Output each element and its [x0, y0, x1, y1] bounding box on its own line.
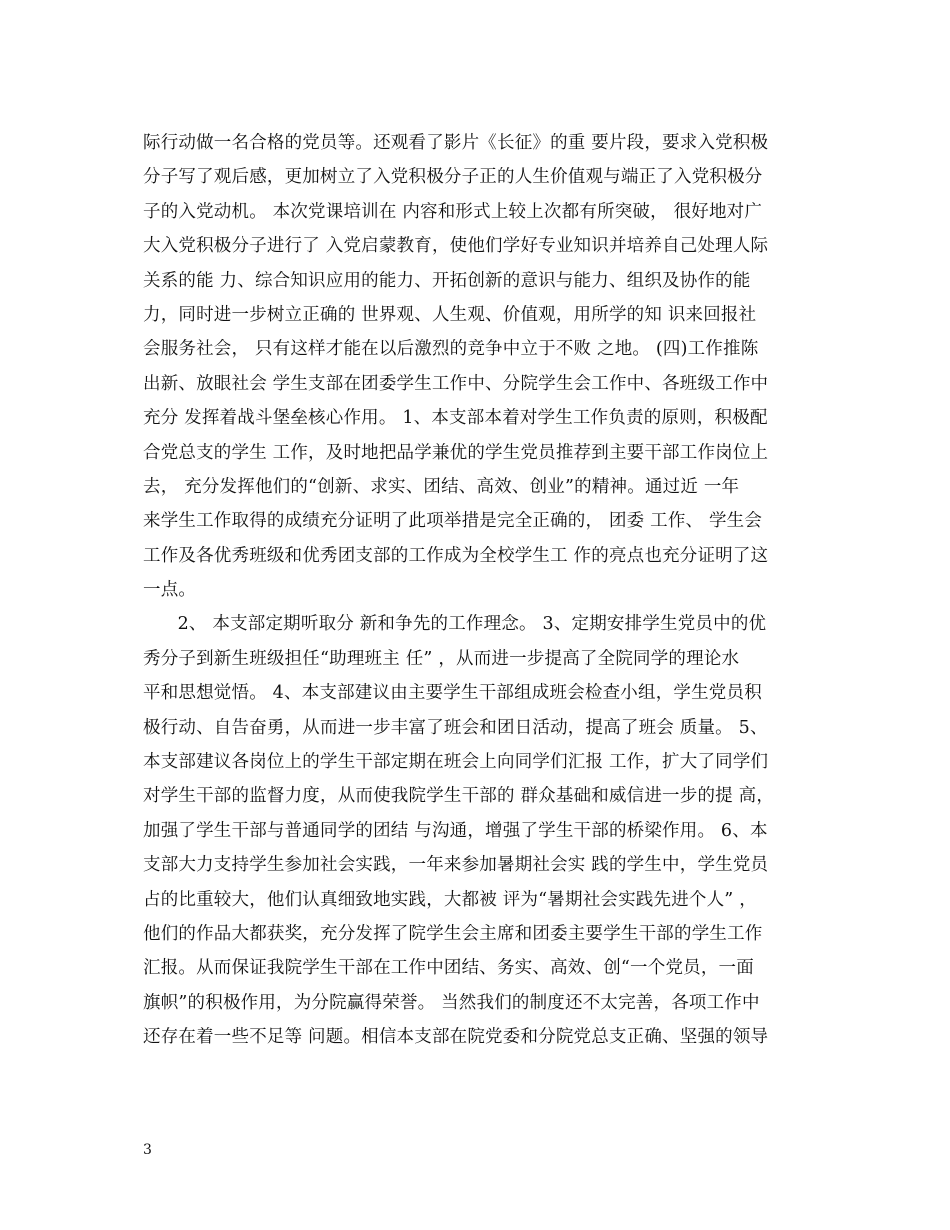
text-line: 子的入党动机。 本次党课培训在 内容和形式上较上次都有所突破， 很好地对广 [143, 201, 763, 222]
text-line: 力，同时进一步树立正确的 世界观、人生观、价值观，用所学的知 识来回报社 [143, 304, 757, 325]
text-line: 对学生干部的监督力度，从而使我院学生干部的 群众基础和威信进一步的提 高， [143, 786, 775, 807]
page-number: 3 [143, 1142, 152, 1158]
text-line: 他们的作品大都获奖，充分发挥了院学生会主席和团委主要学生干部的学生工作 [143, 923, 763, 944]
text-line: 极行动、自告奋勇，从而进一步丰富了班会和团日活动，提高了班会 质量。 5、 [143, 717, 768, 738]
text-line: 汇报。从而保证我院学生干部在工作中团结、务实、高效、创“一个党员，一面 [143, 958, 754, 979]
text-line: 出新、放眼社会 学生支部在团委学生工作中、分院学生会工作中、各班级工作中 [143, 373, 769, 394]
text-line: 工作及各优秀班级和优秀团支部的工作成为全校学生工 作的亮点也充分证明了这 [143, 545, 769, 566]
text-line: 分子写了观后感，更加树立了入党积极分子正的人生价值观与端正了入党积极分 [143, 167, 763, 188]
text-line: 来学生工作取得的成绩充分证明了此项举措是完全正确的， 团委 工作、 学生会 [143, 511, 763, 532]
text-line: 充分 发挥着战斗堡垒核心作用。 1、本支部本着对学生工作负责的原则，积极配 [143, 408, 768, 429]
text-line: 关系的能 力、综合知识应用的能力、开拓创新的意识与能力、组织及协作的能 [143, 270, 751, 291]
text-line: 际行动做一名合格的党员等。还观看了影片《长征》的重 要片段，要求入党积极 [143, 133, 769, 153]
text-line: 还存在着一些不足等 问题。相信本支部在院党委和分院党总支正确、坚强的领导 [143, 1027, 769, 1048]
text-line: 本支部建议各岗位上的学生干部定期在班会上向同学们汇报 工作，扩大了同学们 [143, 752, 769, 773]
text-line: 秀分子到新生班级担任“助理班主 任” ，从而进一步提高了全院同学的理论水 [143, 648, 740, 669]
text-line: 占的比重较大，他们认真细致地实践，大都被 评为“暑期社会实践先进个人” ， [143, 889, 757, 910]
text-line: 会服务社会， 只有这样才能在以后激烈的竞争中立于不败 之地。 (四)工作推陈 [143, 339, 759, 360]
text-line: 旗帜”的积极作用，为分院赢得荣誉。 当然我们的制度还不太完善，各项工作中 [143, 992, 760, 1013]
text-line: 支部大力支持学生参加社会实践，一年来参加暑期社会实 践的学生中，学生党员 [143, 855, 769, 876]
text-line: 加强了学生干部与普通同学的团结 与沟通，增强了学生干部的桥梁作用。 6、本 [143, 820, 768, 841]
body-text [143, 126, 823, 1055]
text-line: 平和思想觉悟。 4、本支部建议由主要学生干部组成班会检查小组，学生党员积 [143, 683, 762, 704]
text-line: 2、 本支部定期听取分 新和争先的工作理念。 3、定期安排学生党员中的优 [143, 614, 767, 635]
text-line: 大入党积极分子进行了 入党启蒙教育，使他们学好专业知识并培养自己处理人际 [143, 236, 769, 257]
text-line: 去， 充分发挥他们的“创新、求实、团结、高效、创业”的精神。通过近 一年 [143, 476, 740, 497]
text-line: 合党总支的学生 工作，及时地把品学兼优的学生党员推荐到主要干部工作岗位上 [143, 442, 769, 463]
text-line: 一点。 [143, 580, 197, 601]
